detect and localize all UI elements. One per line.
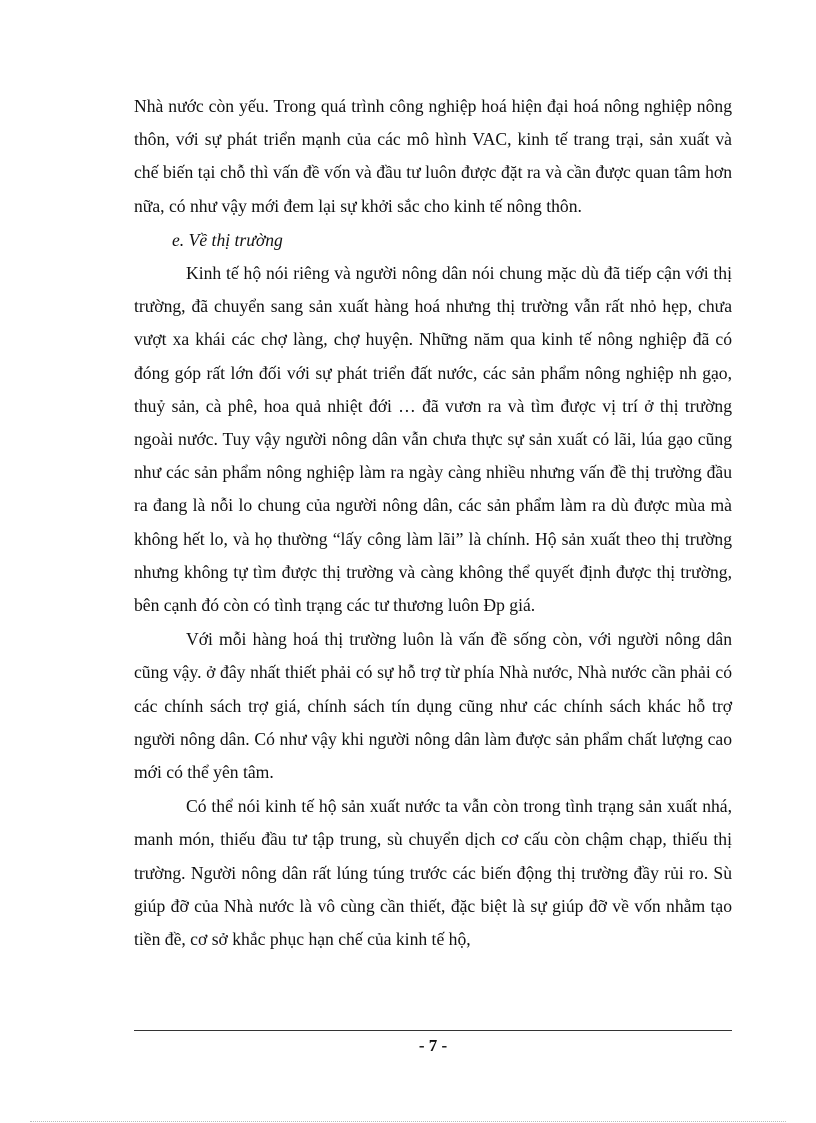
section-heading-market: e. Về thị trường (172, 229, 283, 250)
paragraph-state-support: Với mỗi hàng hoá thị trường luôn là vấn đề sống còn, với người nông dân cũng vậy. ở đây nhất thiết phải có sự hỗ trợ từ phía Nhà nước, Nhà nước cần phải có các chính sách trợ giá, chính sách tín dụng cũng như các chính sách khác hỗ trợ người nông dân. Có như vậy khi người nông dân làm được sản phẩm chất lượng cao mới có thể yên tâm. (134, 629, 732, 783)
document-body (134, 90, 732, 957)
paragraph-conclusion: Có thể nói kinh tế hộ sản xuất nước ta vẫn còn trong tình trạng sản xuất nhá, manh món, thiếu đầu tư tập trung, sù chuyển dịch cơ cấu còn chậm chạp, thiếu thị trường. Người nông dân rất lúng túng trước các biến động thị trường đầy rủi ro. Sù giúp đỡ của Nhà nước là vô cùng cần thiết, đặc biệt là sự giúp đỡ về vốn nhằm tạo tiền đề, cơ sở khắc phục hạn chế của kinh tế hộ, (134, 796, 732, 950)
page-number: - 7 - (418, 1036, 448, 1055)
page-bottom-boundary (30, 1121, 786, 1122)
paragraph-market-access: Kinh tế hộ nói riêng và người nông dân nói chung mặc dù đã tiếp cận với thị trường, đã chuyển sang sản xuất hàng hoá nhưng thị trường vẫn rất nhỏ hẹp, chưa vượt xa khái các chợ làng, chợ huyện. Những năm qua kinh tế nông nghiệp đã có đóng góp rất lớn đối với sự phát triển đất nước, các sản phẩm nông nghiệp nh gạo, thuỷ sản, cà phê, hoa quả nhiệt đới … đã vươn ra và tìm được vị trí ở thị trường ngoài nước. Tuy vậy người nông dân vẫn chưa thực sự sản xuất có lãi, lúa gạo cũng như các sản phẩm nông nghiệp làm ra ngày càng nhiều nhưng vấn đề thị trường đầu ra đang là nỗi lo chung của người nông dân, các sản phẩm làm ra dù được mùa mà không hết lo, và họ thường “lấy công làm lãi” là chính. Hộ sản xuất theo thị trường nhưng không tự tìm được thị trường và càng không thể quyết định được thị trường, bên cạnh đó còn có tình trạng các tư thương luôn Ðp giá. (134, 263, 732, 616)
paragraph-capital-continuation: Nhà nước còn yếu. Trong quá trình công nghiệp hoá hiện đại hoá nông nghiệp nông thôn, với sự phát triển mạnh của các mô hình VAC, kinh tế trang trại, sản xuất và chế biến tại chỗ thì vấn đề vốn và đầu tư luôn được đặt ra và cần được quan tâm hơn nữa, có như vậy mới đem lại sự khởi sắc cho kinh tế nông thôn. (134, 96, 732, 216)
footer-divider (134, 1030, 732, 1031)
